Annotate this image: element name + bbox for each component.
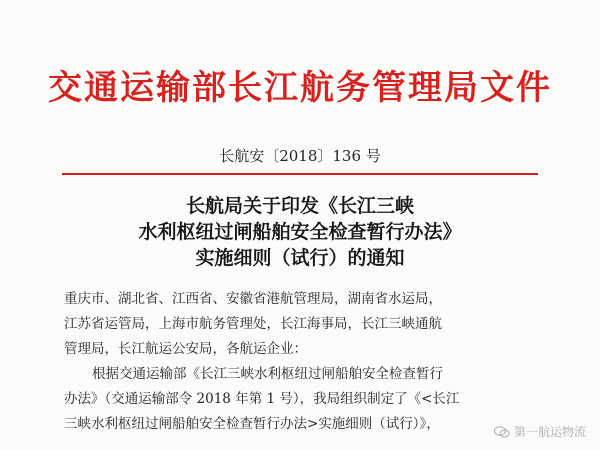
recipients-line-3: 管理局，长江航运公安局，各航运企业： [64, 341, 307, 357]
recipients-line-1: 重庆市、湖北省、江西省、安徽省港航管理局，湖南省水运局， [64, 291, 442, 307]
notice-title-line-1: 长航局关于印发《长江三峡 [185, 195, 414, 217]
wechat-icon [494, 426, 510, 438]
watermark-text: 第一航运物流 [513, 425, 586, 439]
red-divider-line [62, 173, 538, 175]
body-paragraph-line-2: 办法》（交通运输部令 2018 年第 1 号），我局组织制定了《<长江 [64, 391, 460, 407]
notice-title-line-2: 水利枢纽过闸船舶安全检查暂行办法》 [138, 221, 462, 243]
document-number: 长航安〔2018〕136 号 [219, 147, 381, 165]
watermark [494, 423, 586, 440]
recipients-line-2: 江苏省运管局，上海市航务管理处，长江海事局，长江三峡通航 [64, 316, 442, 332]
notice-title-line-3: 实施细则（试行）的通知 [195, 247, 405, 269]
issuing-authority-header: 交通运输部长江航务管理局文件 [48, 68, 552, 108]
body-paragraph-line-1: 根据交通运输部《长江三峡水利枢纽过闸船舶安全检查暂行 [92, 366, 443, 382]
body-paragraph-line-3: 三峡水利枢纽过闸船舶安全检查暂行办法>实施细则（试行）》， [64, 416, 440, 432]
